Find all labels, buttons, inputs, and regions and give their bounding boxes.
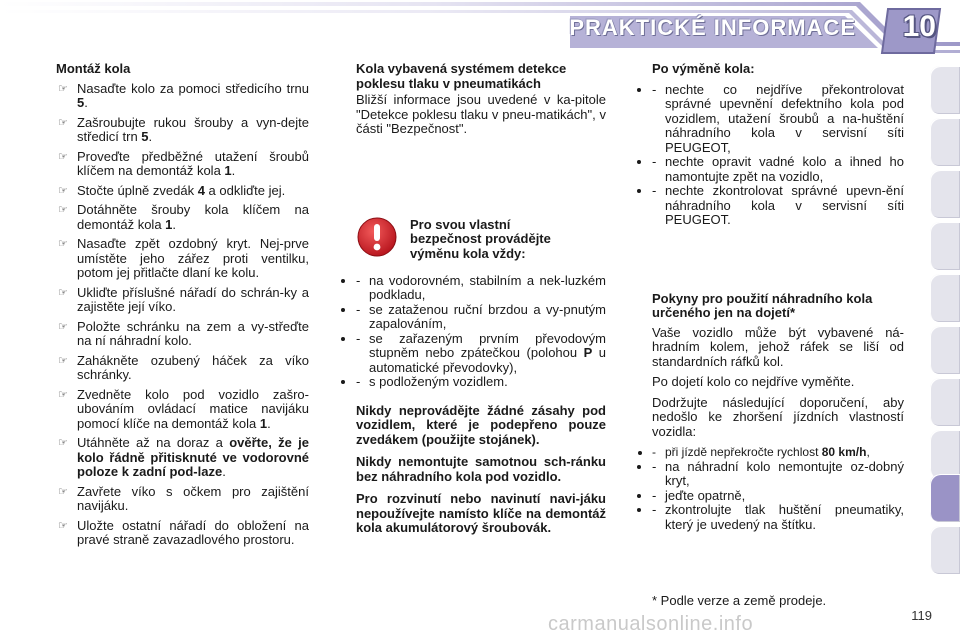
item-emphasis: 5 <box>141 129 149 144</box>
item-text: Zvedněte kolo pod vozidlo zašro-ubováním ovládací matice navijáku pomocí klíče na demontáž kola <box>77 386 309 431</box>
pointing-hand-icon: ☞ <box>58 204 68 216</box>
chapter-tab[interactable] <box>930 118 960 166</box>
dash-marker: • - <box>652 458 657 474</box>
spare-paragraph: Vaše vozidlo může být vybavené ná-hradním kolem, jehož ráfek se liší od standardních ráfků kol. <box>652 324 904 369</box>
item-text: s podloženým vozidlem. <box>369 374 508 389</box>
item-text: se zařazeným prvním převodovým stupněm nebo zpátečkou (polohou <box>369 330 606 360</box>
warning-jack: Nikdy neprovádějte žádné zásahy pod vozidlem, které je podepřeno pouze zvedákem (použijte stojánek). <box>356 402 606 447</box>
chapter-tab[interactable] <box>930 378 960 426</box>
list-item <box>56 203 309 232</box>
item-text-end: . <box>231 163 236 178</box>
column-wheel-mounting <box>56 62 309 548</box>
list-item <box>356 303 606 332</box>
pointing-hand-icon: ☞ <box>58 388 68 401</box>
item-emphasis: 1 <box>224 163 232 178</box>
dash-marker: • - <box>356 330 361 346</box>
pointing-hand-icon: ☞ <box>58 184 68 197</box>
list-item <box>56 354 309 383</box>
list-item <box>652 503 904 532</box>
watermark: carmanualsonline.info <box>548 613 754 635</box>
warning-winch: Pro rozvinutí nebo navinutí navi-jáku nepoužívejte namísto klíče na demontáž kola akumulátorový šroubovák. <box>356 491 606 535</box>
spare-paragraph: Dodržujte následující doporučení, aby nedošlo ke zhoršení jízdních vlastností vozidla: <box>652 394 904 439</box>
item-text: nechte zkontrolovat správné upevn-ění náhradního kola v servisní síti PEUGEOT. <box>665 183 904 227</box>
section-heading: Montáž kola <box>56 61 131 76</box>
list-item <box>56 519 309 548</box>
item-text-end: . <box>172 216 177 232</box>
item-text-end: . <box>267 415 271 431</box>
list-item <box>652 83 904 156</box>
item-text-end: . <box>84 95 88 110</box>
item-text-end: . <box>222 464 226 479</box>
list-item <box>56 388 309 432</box>
item-text-end: . <box>148 129 153 144</box>
chapter-number: 10 <box>902 10 936 43</box>
list-item <box>56 485 309 514</box>
safety-warning <box>356 214 606 274</box>
item-text: Zahákněte ozubený háček za víko schránky. <box>77 352 309 382</box>
list-item <box>56 286 309 315</box>
list-item <box>56 237 309 281</box>
list-item <box>56 150 309 179</box>
item-text: na vodorovném, stabilním a nek-luzkém podkladu, <box>369 272 606 302</box>
section-heading: Pokyny pro použití náhradního kola určeného jen na dojetí* <box>652 290 873 320</box>
item-text-end: u automatické převodovky), <box>369 345 607 375</box>
item-emphasis: 1 <box>165 216 173 232</box>
page-title: PRAKTICKÉ INFORMACE <box>569 15 856 40</box>
item-text: Proveďte předběžné utažení šroubů klíčem na demontáž kola <box>77 148 309 178</box>
chapter-tab[interactable] <box>930 66 960 114</box>
item-text-end: , <box>866 445 870 459</box>
list-item <box>652 460 904 489</box>
item-text: Ukliďte příslušné nářadí do schrán-ky a zajistěte její víko. <box>77 284 309 314</box>
pointing-hand-icon: ☞ <box>58 354 68 367</box>
section-heading: Kola vybavená systémem detekce poklesu tlaku v pneumatikách <box>356 61 567 91</box>
pointing-hand-icon: ☞ <box>58 286 68 299</box>
item-text: na náhradní kolo nemontujte oz-dobný kryt, <box>665 458 904 488</box>
dash-marker: • - <box>652 487 657 503</box>
warning-title: Pro svou vlastní bezpečnost provádějte výměnu kola vždy: <box>410 216 551 261</box>
item-text: Položte schránku na zem a vy-střeďte na ní náhradní kolo. <box>77 318 309 348</box>
list-item <box>56 320 309 349</box>
chapter-tab[interactable] <box>930 430 960 478</box>
item-text: při jízdě nepřekročte rychlost <box>665 445 822 459</box>
dash-marker: • - <box>652 445 656 459</box>
pointing-hand-icon: ☞ <box>58 150 68 163</box>
chapter-tab[interactable] <box>930 170 960 218</box>
dash-marker: • - <box>356 272 361 288</box>
list-item <box>652 489 904 504</box>
item-text: Zavřete víko s očkem pro zajištění navijáku. <box>77 483 309 513</box>
list-item <box>56 184 309 199</box>
item-text-end: a odkliďte jej. <box>204 182 286 198</box>
pointing-hand-icon: ☞ <box>58 485 68 498</box>
pointing-hand-icon: ☞ <box>58 437 68 449</box>
warning-toolbox: Nikdy nemontujte samotnou sch-ránku bez náhradního kola pod vozidlo. <box>356 454 606 484</box>
list-item <box>56 82 309 111</box>
spare-paragraph: Po dojetí kolo co nejdříve vyměňte. <box>652 374 855 389</box>
chapter-tab[interactable] <box>930 526 960 574</box>
list-item <box>356 274 606 303</box>
item-text: Uložte ostatní nářadí do obložení na pravé straně zavazadlového prostoru. <box>77 517 309 547</box>
item-emphasis: 4 <box>197 182 205 198</box>
list-item <box>56 116 309 145</box>
item-emphasis: ověřte, že je kolo řádně přitisknuté ve vodorovné poloze k zadní pod-laze <box>77 435 309 479</box>
dash-marker: • - <box>356 301 361 317</box>
spare-rules-list <box>652 445 904 532</box>
page-number: 119 <box>911 608 932 623</box>
chapter-tabs <box>928 66 960 596</box>
intro-paragraph: Bližší informace jsou uvedené v ka-pitole "Detekce poklesu tlaku v pneu-matikách", v části "Bezpečnost". <box>356 92 606 136</box>
item-text: nechte co nejdříve překontrolovat správné upevnění defektního kola pod vozidlem, utažení šroubů a na-huštění náhradního kola v servisní síti PEUGEOT, <box>665 81 904 155</box>
item-text: zkontrolujte tlak huštění pneumatiky, který je uvedený na štítku. <box>665 502 904 532</box>
warning-icon <box>356 216 398 258</box>
item-emphasis: 1 <box>259 415 268 431</box>
item-text: se zataženou ruční brzdou a vy-pnutým zapalováním, <box>369 301 606 331</box>
item-text: Stočte úplně zvedák <box>77 182 198 198</box>
pointing-hand-icon: ☞ <box>58 320 68 333</box>
item-text: Nasaďte kolo za pomoci středicího trnu <box>77 80 309 96</box>
dash-marker: • - <box>652 502 657 517</box>
pointing-hand-icon: ☞ <box>58 82 68 95</box>
column-after-change <box>652 62 904 532</box>
section-heading: Po výměně kola: <box>652 61 755 76</box>
list-item <box>356 375 606 390</box>
item-text: Zašroubujte rukou šrouby a vyn-dejte středicí trn <box>77 114 309 144</box>
item-text: Dotáhněte šrouby kola klíčem na demontáž kola <box>77 202 309 232</box>
item-emphasis: 5 <box>77 95 85 110</box>
dash-marker: • - <box>652 183 657 198</box>
chapter-tab[interactable] <box>930 326 960 374</box>
list-item <box>652 445 904 460</box>
pointing-hand-icon: ☞ <box>58 238 68 250</box>
item-emphasis: P <box>583 345 593 360</box>
list-item <box>652 184 904 228</box>
pointing-hand-icon: ☞ <box>58 519 68 532</box>
dash-marker: • - <box>652 154 657 169</box>
item-text: Nasaďte zpět ozdobný kryt. Nej-prve umístěte jeho zářez proti ventilku, potom jej přitlačte dlaní ke kolu. <box>77 236 309 280</box>
item-emphasis: 80 km/h <box>821 445 867 459</box>
dash-marker: • - <box>652 81 657 97</box>
dash-marker: • - <box>356 374 361 389</box>
condition-list <box>356 274 606 390</box>
footnote: * Podle verze a země prodeje. <box>652 593 827 608</box>
column-tyre-pressure <box>356 62 606 536</box>
after-change-list <box>652 83 904 228</box>
chapter-tab-active[interactable] <box>930 474 960 522</box>
item-text: Utáhněte až na doraz a <box>77 435 230 450</box>
list-item <box>652 155 904 184</box>
chapter-tab[interactable] <box>930 274 960 322</box>
pointing-hand-icon: ☞ <box>58 116 68 129</box>
item-text: nechte opravit vadné kolo a ihned ho namontujte zpět na vozidlo, <box>665 154 904 184</box>
chapter-tab[interactable] <box>930 222 960 270</box>
instruction-list <box>56 82 309 548</box>
list-item <box>356 332 606 376</box>
list-item <box>56 436 309 480</box>
item-text: jeďte opatrně, <box>665 487 746 503</box>
page-header <box>0 0 960 56</box>
